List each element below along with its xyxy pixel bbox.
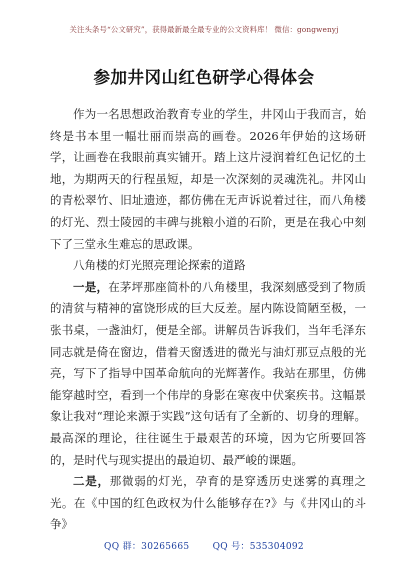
qq-contact [213,539,304,552]
section-subheading: 八角楼的灯光照亮理论探索的道路 [73,258,246,273]
paragraph-point-one [50,277,366,471]
paragraph-point-two [50,471,366,536]
qq-label: QQ 号： [212,542,250,552]
qq-number: 535304092 [249,542,304,552]
point-two-text: 那微弱的灯光，孕育的是穿透历史迷雾的真理之光。在《中国的红色政权为什么能够存在?》与《井冈山的斗争》 [50,474,366,532]
paragraph-intro: 作为一名思想政治教育专业的学生，井冈山于我而言，始终是书本里一幅壮丽而崇高的画卷。2026年伊始的这场研学，让画卷在我眼前真实铺开。踏上这片浸润着红色记忆的土地，为期两天的行程虽短，却是一次深刻的灵魂洗礼。井冈山的青松翠竹、旧址遗迹，都仿佛在无声诉说着过往，而八角楼的灯光、烈士陵园的丰碑与挑粮小道的石阶，更是在我心中刻下了三堂永生难忘的思政课。 [50,107,366,251]
header-banner [0,24,408,35]
qq-group-label: QQ 群： [104,542,142,552]
point-one-text: 在茅坪那座简朴的八角楼里，我深刻感受到了物质的清贫与精神的富饶形成的巨大反差。屋内陈设简陋至极，一张书桌，一盏油灯，便是全部。讲解员告诉我们，当年毛泽东同志就是倚在窗边，借着天窗透进的微光与油灯那豆点般的光亮，写下了指导中国革命航向的光辉著作。我站在那里，仿佛能穿越时空，看到一个伟岸的身影在寒夜中伏案疾书。这幅景象让我对“理论来源于实践”这句话有了全新的、切身的理解。最高深的理论，往往诞生于最艰苦的环境，因为它所要回答的，是时代与现实提出的最迫切、最严峻的课题。 [50,279,366,467]
point-two-lead: 二是， [73,474,110,489]
qq-group-number: 30265665 [141,542,190,552]
document-body [50,104,366,536]
page-title: 参加井冈山红色研学心得体会 [93,68,315,87]
point-one-lead: 一是， [73,279,109,294]
footer-contact [0,539,408,552]
qq-group-contact [104,539,189,552]
header-text: 关注头条号“公文研究”，获得最新最全最专业的公文资料库！ 微信：gongwenyj [69,25,339,34]
